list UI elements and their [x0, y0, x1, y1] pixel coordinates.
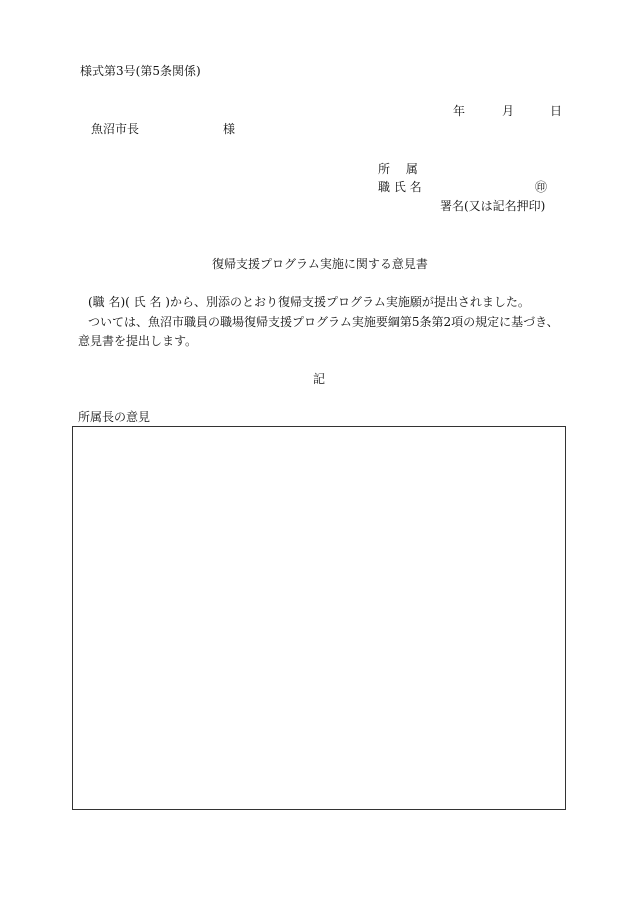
addressee-name: 魚沼市長	[91, 122, 140, 136]
document-title: 復帰支援プログラム実施に関する意見書	[212, 257, 428, 271]
seal-note: 署名(又は記名押印)	[440, 199, 546, 213]
opinion-label: 所属長の意見	[78, 410, 151, 424]
addressee-honorific: 様	[223, 122, 236, 136]
ki-heading: 記	[313, 372, 326, 386]
name-label: 職 氏 名	[378, 180, 422, 194]
body-line-1: (職 名)( 氏 名 )から、別添のとおり復帰支援プログラム実施願が提出されました。	[88, 295, 530, 309]
date-month-label: 月	[502, 104, 515, 118]
opinion-box	[72, 426, 566, 810]
form-number: 様式第3号(第5条関係)	[80, 64, 201, 78]
affiliation-label: 所 属	[378, 162, 418, 176]
body-line-3: 意見書を提出します。	[78, 334, 198, 348]
seal-mark: ㊞	[535, 180, 548, 194]
date-year-label: 年	[453, 104, 466, 118]
body-line-2: ついては、魚沼市職員の職場復帰支援プログラム実施要綱第5条第2項の規定に基づき、	[88, 315, 559, 329]
date-day-label: 日	[550, 104, 563, 118]
